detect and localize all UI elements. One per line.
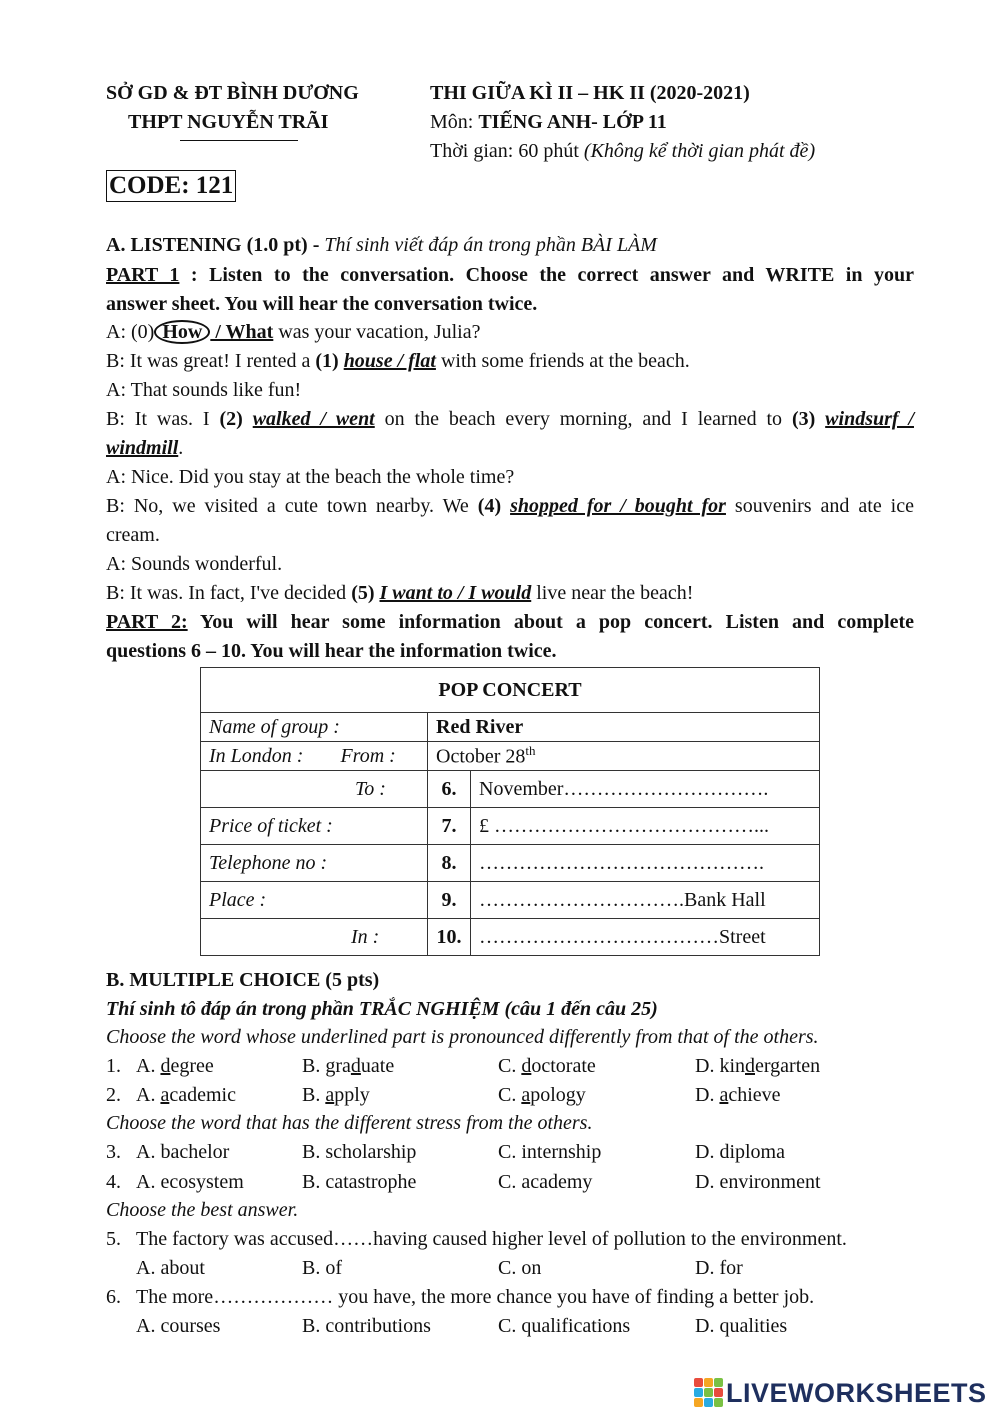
exam-code: CODE: 121 bbox=[106, 170, 236, 202]
from-value: October 28 bbox=[436, 745, 526, 768]
direction-stress: Choose the word that has the different stress from the others. bbox=[106, 1112, 593, 1134]
dialog-speaker: A: (0) bbox=[106, 321, 155, 343]
option-c[interactable]: C. internship bbox=[498, 1141, 602, 1163]
place-label: Place : bbox=[201, 882, 428, 919]
section-b-title: B. MULTIPLE CHOICE (5 pts) bbox=[106, 969, 380, 991]
answer-options-1: house / flat bbox=[343, 350, 436, 372]
part1-instruction-line2: answer sheet. You will hear the conversation twice. bbox=[106, 293, 538, 315]
dialog-text: B: It was great! I rented a bbox=[106, 350, 316, 372]
concert-table bbox=[200, 667, 820, 956]
question-1 bbox=[106, 1052, 914, 1081]
answer-blank[interactable]: £ …………………………………... bbox=[471, 808, 820, 845]
dialog-line-2: A: That sounds like fun! bbox=[106, 379, 302, 401]
option-a[interactable]: A. academic bbox=[136, 1084, 236, 1106]
option-a[interactable]: A. ecosystem bbox=[136, 1171, 244, 1193]
concert-title: POP CONCERT bbox=[201, 668, 820, 713]
table-row bbox=[201, 713, 820, 742]
dialog-text: was your vacation, Julia? bbox=[273, 321, 481, 343]
answer-options-5: I want to / I would bbox=[379, 582, 532, 604]
answer-options-4: shopped for / bought for bbox=[510, 495, 726, 517]
time-note: (Không kể thời gian phát đề) bbox=[583, 140, 816, 162]
group-label: Name of group : bbox=[201, 713, 428, 742]
blank-number-4: (4) bbox=[477, 495, 511, 517]
table-row bbox=[201, 742, 820, 771]
answer-options-3: windsurf / bbox=[825, 408, 914, 430]
dialog-line-5b: cream. bbox=[106, 524, 160, 546]
to-label: To : bbox=[201, 771, 428, 808]
question-number: 8. bbox=[428, 845, 471, 882]
section-a-title bbox=[106, 231, 914, 260]
option-a[interactable]: A. courses bbox=[136, 1315, 221, 1337]
from-value-sup: th bbox=[525, 743, 536, 759]
answer-blank[interactable]: ……………………………………. bbox=[471, 845, 820, 882]
liveworksheets-logo[interactable] bbox=[694, 1376, 987, 1410]
dialog-text: . bbox=[178, 437, 184, 459]
option-a[interactable]: A. about bbox=[136, 1257, 205, 1279]
group-value: Red River bbox=[428, 713, 820, 742]
dialog-text: souvenirs and ate ice bbox=[725, 495, 914, 517]
option-b[interactable]: B. scholarship bbox=[302, 1141, 417, 1163]
blank-number-3: (3) bbox=[791, 408, 826, 430]
question-number: 1. bbox=[106, 1055, 121, 1077]
option-a[interactable]: A. degree bbox=[136, 1055, 214, 1077]
part1-instruction-line1 bbox=[106, 261, 914, 290]
question-number: 6. bbox=[428, 771, 471, 808]
table-row bbox=[201, 845, 820, 882]
option-b[interactable]: B. of bbox=[302, 1257, 342, 1279]
direction-pronunciation: Choose the word whose underlined part is pronounced differently from that of the others. bbox=[106, 1026, 819, 1048]
blank-number-2: (2) bbox=[219, 408, 253, 430]
option-c[interactable]: C. academy bbox=[498, 1171, 593, 1193]
option-d[interactable]: D. achieve bbox=[695, 1084, 781, 1106]
part1-label: PART 1 bbox=[106, 264, 180, 286]
from-label: From : bbox=[340, 744, 396, 767]
blank-number-5: (5) bbox=[351, 582, 380, 604]
option-b[interactable]: B. graduate bbox=[302, 1055, 395, 1077]
question-number: 9. bbox=[428, 882, 471, 919]
subject-line bbox=[430, 111, 667, 134]
answer-circled-how: How bbox=[154, 320, 210, 344]
question-number: 10. bbox=[428, 919, 471, 956]
table-row bbox=[201, 808, 820, 845]
question-number: 6. bbox=[106, 1286, 121, 1308]
question-2 bbox=[106, 1081, 914, 1110]
table-row bbox=[201, 771, 820, 808]
dialog-text: B: No, we visited a cute town nearby. We bbox=[106, 495, 478, 517]
question-6-options bbox=[106, 1312, 914, 1341]
option-c[interactable]: C. qualifications bbox=[498, 1315, 631, 1337]
question-text: The more……………… you have, the more chance you have of finding a better job. bbox=[136, 1286, 815, 1308]
answer-options-3-cont: windmill bbox=[106, 437, 179, 459]
option-c[interactable]: C. apology bbox=[498, 1084, 586, 1106]
dialog-text: B: It was. In fact, I've decided bbox=[106, 582, 352, 604]
dialog-line-0 bbox=[106, 318, 914, 347]
part2-instruction-line2: questions 6 – 10. You will hear the information twice. bbox=[106, 640, 557, 662]
school-underline bbox=[180, 140, 298, 141]
answer-options-2: walked / went bbox=[252, 408, 375, 430]
question-number: 4. bbox=[106, 1171, 121, 1193]
option-c[interactable]: C. doctorate bbox=[498, 1055, 596, 1077]
dialog-text: B: It was. I bbox=[106, 408, 220, 430]
london-label: In London : bbox=[209, 744, 304, 767]
direction-best-answer: Choose the best answer. bbox=[106, 1199, 299, 1221]
dialog-line-5 bbox=[106, 492, 914, 521]
option-b[interactable]: B. contributions bbox=[302, 1315, 431, 1337]
option-a[interactable]: A. bachelor bbox=[136, 1141, 230, 1163]
from-value-cell bbox=[428, 742, 820, 771]
answer-blank[interactable]: November…………………………. bbox=[471, 771, 820, 808]
subject-value: TIẾNG ANH- LỚP 11 bbox=[478, 111, 667, 133]
answer-blank[interactable]: ………………………….Bank Hall bbox=[471, 882, 820, 919]
ticket-price-label: Price of ticket : bbox=[201, 808, 428, 845]
subject-label: Môn: bbox=[430, 111, 479, 133]
question-5-options bbox=[106, 1254, 914, 1283]
dialog-line-4: A: Nice. Did you stay at the beach the whole time? bbox=[106, 466, 515, 488]
option-d[interactable]: D. kindergarten bbox=[695, 1055, 821, 1077]
blank-number-1: (1) bbox=[315, 350, 344, 372]
question-number: 7. bbox=[428, 808, 471, 845]
dialog-line-6: A: Sounds wonderful. bbox=[106, 553, 283, 575]
liveworksheets-text: LIVEWORKSHEETS bbox=[726, 1377, 987, 1408]
dialog-line-1 bbox=[106, 347, 914, 376]
question-number: 5. bbox=[106, 1228, 121, 1250]
question-6-stem bbox=[106, 1283, 914, 1312]
table-row bbox=[201, 919, 820, 956]
dialog-text: live near the beach! bbox=[531, 582, 694, 604]
question-5-stem bbox=[106, 1225, 914, 1254]
exam-title: THI GIỮA KÌ II – HK II (2020-2021) bbox=[430, 82, 750, 104]
dialog-text: with some friends at the beach. bbox=[435, 350, 690, 372]
answer-blank[interactable]: ………………………………Street bbox=[471, 919, 820, 956]
school-name: THPT NGUYỄN TRÃI bbox=[128, 111, 329, 133]
part1-text: : Listen to the conversation. Choose the correct answer and WRITE in your bbox=[179, 264, 914, 286]
part2-instruction-line1 bbox=[106, 608, 914, 637]
telephone-label: Telephone no : bbox=[201, 845, 428, 882]
question-number: 3. bbox=[106, 1141, 121, 1163]
section-a-heading: A. LISTENING (1.0 pt) - bbox=[106, 234, 325, 256]
time-label: Thời gian: 60 phút bbox=[430, 140, 584, 162]
option-c[interactable]: C. on bbox=[498, 1257, 542, 1279]
option-d[interactable]: D. for bbox=[695, 1257, 743, 1279]
option-d[interactable]: D. diploma bbox=[695, 1141, 785, 1163]
london-cell bbox=[201, 742, 428, 771]
in-label: In : bbox=[201, 919, 428, 956]
table-row bbox=[201, 668, 820, 713]
dialog-line-3 bbox=[106, 405, 914, 434]
section-a-instruction: Thí sinh viết đáp án trong phần BÀI LÀM bbox=[324, 234, 657, 256]
section-b-instruction: Thí sinh tô đáp án trong phần TRẮC NGHIỆM (câu 1 đến câu 25) bbox=[106, 998, 658, 1020]
department-name: SỞ GD & ĐT BÌNH DƯƠNG bbox=[106, 82, 359, 104]
option-b[interactable]: B. catastrophe bbox=[302, 1171, 417, 1193]
dialog-line-7 bbox=[106, 579, 914, 608]
question-3 bbox=[106, 1138, 914, 1167]
liveworksheets-logo-icon bbox=[694, 1378, 724, 1408]
table-row bbox=[201, 882, 820, 919]
question-text: The factory was accused……having caused higher level of pollution to the environment. bbox=[136, 1228, 847, 1250]
answer-option-what: / What bbox=[210, 321, 274, 343]
question-number: 2. bbox=[106, 1084, 121, 1106]
option-b[interactable]: B. apply bbox=[302, 1084, 370, 1106]
part2-text: You will hear some information about a pop concert. Listen and complete bbox=[187, 611, 914, 633]
option-d[interactable]: D. qualities bbox=[695, 1315, 788, 1337]
option-d[interactable]: D. environment bbox=[695, 1171, 821, 1193]
question-4 bbox=[106, 1168, 914, 1197]
part2-label: PART 2: bbox=[106, 611, 188, 633]
time-line bbox=[430, 140, 815, 163]
dialog-line-3b bbox=[106, 434, 914, 463]
dialog-text: on the beach every morning, and I learned to bbox=[374, 408, 792, 430]
